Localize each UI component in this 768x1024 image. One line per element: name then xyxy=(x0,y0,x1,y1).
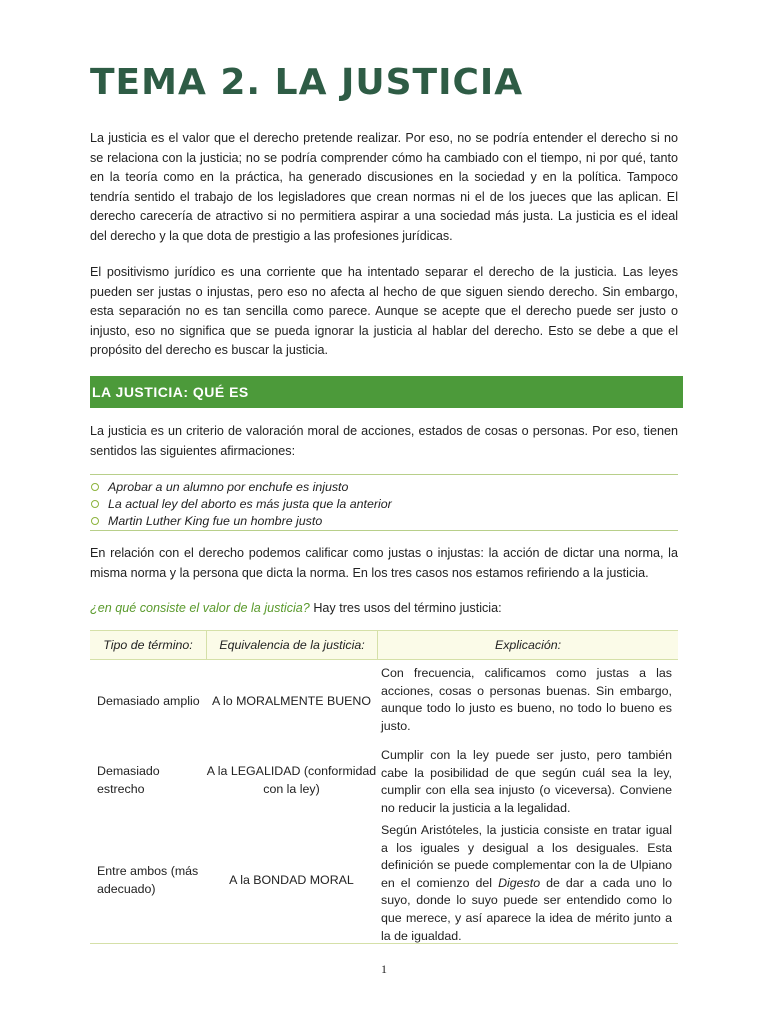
uses-intro-paragraph xyxy=(90,599,678,619)
circle-bullet-icon xyxy=(91,483,99,491)
table-row xyxy=(90,660,678,744)
header-equivalencia: Equivalencia de la justicia: xyxy=(206,631,377,659)
page-title: TEMA 2. LA JUSTICIA xyxy=(90,62,524,103)
cell-explicacion: Con frecuencia, calificamos como justas a las acciones, cosas o personas buenas. Sin embargo, aunque todo lo justo es bueno, no todo lo bueno es justo. xyxy=(381,666,672,733)
cell-equivalencia: A la BONDAD MORAL xyxy=(229,872,354,887)
circle-bullet-icon xyxy=(91,517,99,525)
cell-tipo: Demasiado amplio xyxy=(97,694,200,709)
bullet-text: Aprobar a un alumno por enchufe es injusto xyxy=(108,479,349,494)
table-row xyxy=(90,818,678,944)
list-item xyxy=(90,512,678,529)
bullet-list xyxy=(90,474,678,531)
list-item xyxy=(90,478,678,495)
explicacion-part-a: Según Aristóteles, la justicia consiste en tratar igual a los iguales y desigual a los desiguales. Esta definición se puede complementar con la de Ulpiano en el comienzo del xyxy=(381,823,672,890)
section-heading: LA JUSTICIA: QUÉ ES xyxy=(90,376,683,408)
header-tipo: Tipo de término: xyxy=(103,638,193,652)
cell-explicacion xyxy=(377,818,678,943)
explicacion-part-b: de dar a cada uno lo suyo, donde lo suyo puede ser entendido como lo que merece, y así aparece la idea de mérito junto a la de igualdad. xyxy=(381,875,672,943)
header-explicacion: Explicación: xyxy=(377,631,678,659)
list-item xyxy=(90,495,678,512)
bullet-text: Martin Luther King fue un hombre justo xyxy=(108,513,323,528)
cell-equivalencia: A lo MORALMENTE BUENO xyxy=(211,694,372,709)
table-row xyxy=(90,744,678,818)
cell-tipo: Demasiado estrecho xyxy=(97,764,160,796)
uses-intro-text: Hay tres usos del término justicia: xyxy=(309,601,502,615)
bullet-text: La actual ley del aborto es más justa que la anterior xyxy=(108,496,392,511)
law-relation-paragraph: En relación con el derecho podemos calificar como justas o injustas: la acción de dictar una norma, la misma norma y la persona que dicta la norma. En los tres casos nos estamos refiriendo a la justicia. xyxy=(90,546,678,580)
digesto-italic: Digesto xyxy=(498,875,541,890)
positivism-paragraph: El positivismo jurídico es una corriente que ha intentado separar el derecho de la justicia. Las leyes pueden ser justas o injustas, pero eso no afecta al hecho de que siguen siendo derecho. Sin embargo, esta separación no es tan sencilla como parece. Aunque se acepte que el derecho puede ser justo o injusto, eso no significa que se pueda ignorar la justicia al hablar del derecho. Esto se debe a que el propósito del derecho es buscar la justicia. xyxy=(90,265,678,358)
cell-equivalencia: A la LEGALIDAD (conformidad con la ley) xyxy=(206,764,377,796)
definition-paragraph: La justicia es un criterio de valoración moral de acciones, estados de cosas o personas. Por eso, tienen sentidos las siguientes afirmaciones: xyxy=(90,424,678,458)
table-header xyxy=(90,630,678,660)
cell-explicacion: Cumplir con la ley puede ser justo, pero también cabe la posibilidad de que según cuál sea la ley, cumplir con ella sea injusto (o viceversa). Conviene no reducir la justicia a la legalidad. xyxy=(381,748,672,815)
question-text: ¿en qué consiste el valor de la justicia? xyxy=(90,601,310,615)
circle-bullet-icon xyxy=(91,500,99,508)
intro-paragraph: La justicia es el valor que el derecho pretende realizar. Por eso, no se podría entender el derecho si no se relaciona con la justicia; no se podría comprender cómo ha cambiado con el tiempo, ni por qué, tanto en la teoría como en la práctica, ha generado discusiones en la sociedad y en la política. Tampoco tendría sentido el trabajo de los legisladores que crean normas ni el de los jueces que las aplican. El derecho carecería de atractivo si no permitiera aspirar a una sociedad más justa. La justicia es el ideal del derecho y la que dota de prestigio a las profesiones jurídicas. xyxy=(90,131,678,243)
page-number: 1 xyxy=(381,962,387,976)
cell-tipo: Entre ambos (más adecuado) xyxy=(97,863,199,896)
justice-uses-table xyxy=(90,630,678,944)
